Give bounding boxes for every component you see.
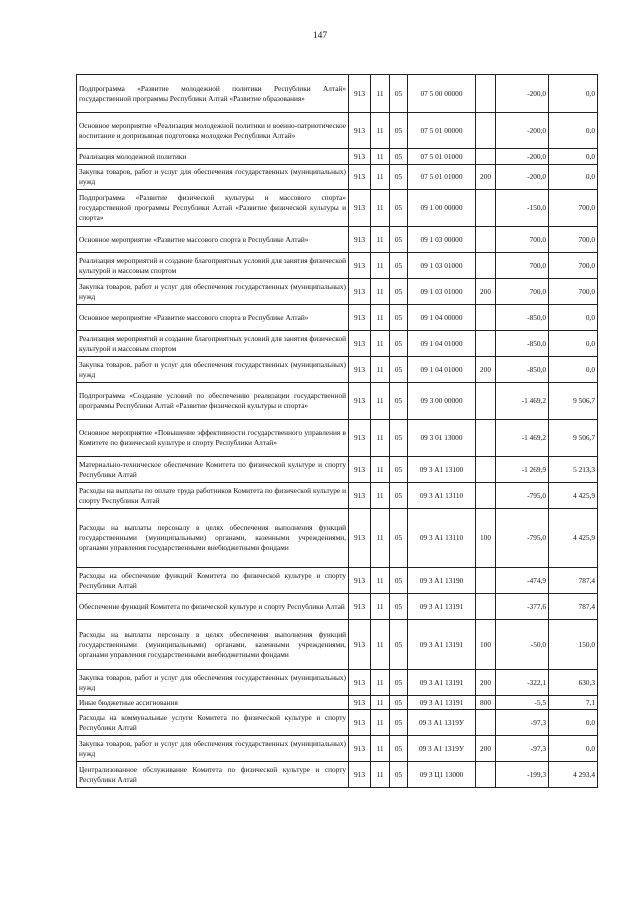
row-amount-change-cell: -150,0 [496,190,549,227]
row-gr-cell: 913 [349,331,371,357]
row-amount-change-cell: -1 469,2 [496,420,549,457]
row-amount-total-cell: 4 293,4 [549,762,598,788]
row-amount-total-cell: 0,0 [549,149,598,165]
row-amount-change-cell: -5,5 [496,696,549,710]
row-rz-cell: 11 [371,483,390,509]
row-gr-cell: 913 [349,736,371,762]
row-amount-change-cell: -200,0 [496,149,549,165]
row-amount-total-cell: 0,0 [549,75,598,113]
row-gr-cell: 913 [349,670,371,696]
row-name-cell: Закупка товаров, работ и услуг для обеспечения государственных (муниципальных) нужд [77,670,349,696]
row-name-cell: Основное мероприятие «Реализация молодежной политики и военно-патриотическое воспитание и допризывная подготовка молодежи Республики Алтай» [77,113,349,149]
row-vr-cell [476,710,496,736]
table-row [77,620,598,670]
row-gr-cell: 913 [349,696,371,710]
table-row [77,420,598,457]
row-rz-cell: 11 [371,190,390,227]
row-name-cell: Централизованное обслуживание Комитета по физической культуре и спорту Республики Алтай [77,762,349,788]
row-name-cell: Основное мероприятие «Повышение эффективности государственного управления в Комитете по физической культуре и спорту Республики Алтай» [77,420,349,457]
row-csr-cell: 09 3 А1 13110 [408,509,476,568]
row-csr-cell: 07 5 01 00000 [408,113,476,149]
row-rz-cell: 11 [371,762,390,788]
row-amount-change-cell: -97,3 [496,736,549,762]
row-csr-cell: 09 3 А1 1319У [408,710,476,736]
row-name-cell: Материально-техническое обеспечение Комитета по физической культуре и спорту Республики Алтай [77,457,349,483]
row-pr-cell: 05 [390,305,408,331]
row-pr-cell: 05 [390,253,408,279]
table-row [77,279,598,305]
table-row [77,736,598,762]
row-rz-cell: 11 [371,420,390,457]
row-pr-cell: 05 [390,483,408,509]
row-name-cell: Подпрограмма «Развитие физической культуры и массового спорта» государственной программы Республики Алтай «Развитие физической культуры и спорта» [77,190,349,227]
row-amount-total-cell: 150,0 [549,620,598,670]
row-csr-cell: 09 3 А1 13191 [408,620,476,670]
row-gr-cell: 913 [349,149,371,165]
row-vr-cell [476,253,496,279]
row-csr-cell: 07 5 01 01000 [408,149,476,165]
row-name-cell: Реализация молодежной политики [77,149,349,165]
row-vr-cell: 200 [476,279,496,305]
row-amount-total-cell: 630,3 [549,670,598,696]
row-csr-cell: 09 1 03 01000 [408,279,476,305]
row-csr-cell: 09 3 00 00000 [408,383,476,420]
row-vr-cell [476,483,496,509]
row-vr-cell: 200 [476,165,496,190]
row-csr-cell: 09 3 Ц1 13000 [408,762,476,788]
row-name-cell: Закупка товаров, работ и услуг для обеспечения государственных (муниципальных) нужд [77,279,349,305]
row-amount-total-cell: 4 425,9 [549,483,598,509]
row-name-cell: Расходы на выплаты по оплате труда работников Комитета по физической культуре и спорту Республики Алтай [77,483,349,509]
row-rz-cell: 11 [371,279,390,305]
row-amount-change-cell: -850,0 [496,357,549,383]
row-gr-cell: 913 [349,509,371,568]
row-rz-cell: 11 [371,670,390,696]
row-amount-total-cell: 0,0 [549,357,598,383]
row-name-cell: Расходы на выплаты персоналу в целях обеспечения выполнения функций государственными (муниципальными) органами, казенными учреждениями, органами управления государственными внебюджетными фондами [77,509,349,568]
table-row [77,710,598,736]
row-amount-change-cell: -1 269,9 [496,457,549,483]
row-csr-cell: 09 3 А1 13191 [408,696,476,710]
row-amount-total-cell: 0,0 [549,305,598,331]
row-vr-cell [476,594,496,620]
row-pr-cell: 05 [390,113,408,149]
row-vr-cell [476,331,496,357]
row-amount-change-cell: -1 469,2 [496,383,549,420]
row-csr-cell: 09 1 00 00000 [408,190,476,227]
row-rz-cell: 11 [371,227,390,253]
row-vr-cell [476,305,496,331]
row-amount-change-cell: -850,0 [496,305,549,331]
row-rz-cell: 11 [371,457,390,483]
row-amount-total-cell: 9 506,7 [549,420,598,457]
row-name-cell: Подпрограмма «Создание условий по обеспечению реализации государственной программы Республики Алтай «Развитие физической культуры и спорта» [77,383,349,420]
row-csr-cell: 09 1 03 01000 [408,253,476,279]
row-csr-cell: 07 5 01 01000 [408,165,476,190]
row-amount-total-cell: 4 425,9 [549,509,598,568]
row-rz-cell: 11 [371,165,390,190]
row-amount-total-cell: 700,0 [549,253,598,279]
row-csr-cell: 07 5 00 00000 [408,75,476,113]
row-name-cell: Закупка товаров, работ и услуг для обеспечения государственных (муниципальных) нужд [77,357,349,383]
row-name-cell: Реализация мероприятий и создание благоприятных условий для занятия физической культурой и массовым спортом [77,253,349,279]
row-amount-change-cell: 700,0 [496,253,549,279]
row-amount-change-cell: -322,1 [496,670,549,696]
table-row [77,149,598,165]
row-csr-cell: 09 1 04 00000 [408,305,476,331]
table-row [77,253,598,279]
row-pr-cell: 05 [390,594,408,620]
row-vr-cell [476,113,496,149]
table-row [77,190,598,227]
page-number: 147 [312,31,328,41]
row-gr-cell: 913 [349,420,371,457]
row-vr-cell: 100 [476,509,496,568]
row-gr-cell: 913 [349,457,371,483]
row-pr-cell: 05 [390,331,408,357]
row-vr-cell: 200 [476,736,496,762]
row-name-cell: Подпрограмма «Развитие молодежной политики Республики Алтай» государственной программы Республики Алтай «Развитие образования» [77,75,349,113]
row-amount-change-cell: -377,6 [496,594,549,620]
row-csr-cell: 09 3 А1 13110 [408,483,476,509]
table-row [77,357,598,383]
table-row [77,762,598,788]
row-name-cell: Реализация мероприятий и создание благоприятных условий для занятия физической культурой и массовым спортом [77,331,349,357]
row-name-cell: Основное мероприятие «Развитие массового спорта в Республике Алтай» [77,305,349,331]
row-pr-cell: 05 [390,710,408,736]
row-name-cell: Закупка товаров, работ и услуг для обеспечения государственных (муниципальных) нужд [77,736,349,762]
row-gr-cell: 913 [349,113,371,149]
row-rz-cell: 11 [371,357,390,383]
row-pr-cell: 05 [390,357,408,383]
row-amount-total-cell: 700,0 [549,227,598,253]
row-name-cell: Закупка товаров, работ и услуг для обеспечения государственных (муниципальных) нужд [77,165,349,190]
row-pr-cell: 05 [390,762,408,788]
row-pr-cell: 05 [390,165,408,190]
row-pr-cell: 05 [390,149,408,165]
budget-table [76,74,598,788]
table-row [77,165,598,190]
row-vr-cell: 200 [476,670,496,696]
row-csr-cell: 09 3 01 13000 [408,420,476,457]
table-row [77,113,598,149]
row-gr-cell: 913 [349,357,371,383]
row-amount-change-cell: -97,3 [496,710,549,736]
row-gr-cell: 913 [349,253,371,279]
row-amount-change-cell: -474,9 [496,568,549,594]
row-amount-change-cell: -200,0 [496,75,549,113]
row-pr-cell: 05 [390,383,408,420]
row-vr-cell [476,420,496,457]
table-row [77,670,598,696]
row-name-cell: Расходы на обеспечение функций Комитета по физической культуре и спорту Республики Алтай [77,568,349,594]
row-gr-cell: 913 [349,762,371,788]
row-rz-cell: 11 [371,149,390,165]
table-row [77,383,598,420]
row-vr-cell [476,227,496,253]
row-amount-change-cell: -850,0 [496,331,549,357]
row-name-cell: Иные бюджетные ассигнования [77,696,349,710]
row-pr-cell: 05 [390,696,408,710]
table-row [77,331,598,357]
row-pr-cell: 05 [390,736,408,762]
row-csr-cell: 09 1 04 01000 [408,357,476,383]
table-row [77,75,598,113]
row-rz-cell: 11 [371,620,390,670]
table-row [77,509,598,568]
row-vr-cell [476,383,496,420]
row-name-cell: Обеспечение функций Комитета по физической культуре и спорту Республики Алтай [77,594,349,620]
row-pr-cell: 05 [390,457,408,483]
row-rz-cell: 11 [371,331,390,357]
row-rz-cell: 11 [371,305,390,331]
row-pr-cell: 05 [390,420,408,457]
row-amount-change-cell: -200,0 [496,113,549,149]
row-amount-total-cell: 0,0 [549,165,598,190]
row-vr-cell [476,457,496,483]
row-gr-cell: 913 [349,620,371,670]
row-amount-change-cell: -50,0 [496,620,549,670]
row-amount-change-cell: -199,3 [496,762,549,788]
row-rz-cell: 11 [371,383,390,420]
row-csr-cell: 09 1 03 00000 [408,227,476,253]
row-amount-total-cell: 7,1 [549,696,598,710]
row-csr-cell: 09 3 А1 13191 [408,670,476,696]
row-rz-cell: 11 [371,710,390,736]
row-gr-cell: 913 [349,383,371,420]
row-vr-cell [476,75,496,113]
row-amount-total-cell: 9 506,7 [549,383,598,420]
row-vr-cell: 100 [476,620,496,670]
row-amount-total-cell: 787,4 [549,568,598,594]
table-row [77,568,598,594]
row-gr-cell: 913 [349,165,371,190]
row-rz-cell: 11 [371,594,390,620]
row-amount-change-cell: -795,0 [496,483,549,509]
row-csr-cell: 09 3 А1 13100 [408,457,476,483]
row-csr-cell: 09 3 А1 13191 [408,594,476,620]
row-gr-cell: 913 [349,483,371,509]
row-amount-total-cell: 700,0 [549,279,598,305]
row-rz-cell: 11 [371,113,390,149]
row-amount-change-cell: -795,0 [496,509,549,568]
row-vr-cell [476,149,496,165]
row-pr-cell: 05 [390,227,408,253]
row-gr-cell: 913 [349,568,371,594]
row-vr-cell: 800 [476,696,496,710]
row-gr-cell: 913 [349,75,371,113]
row-name-cell: Расходы на выплаты персоналу в целях обеспечения выполнения функций государственными (муниципальными) органами, казенными учреждениями, органами управления государственными внебюджетными фондами [77,620,349,670]
row-gr-cell: 913 [349,710,371,736]
row-rz-cell: 11 [371,696,390,710]
row-amount-total-cell: 0,0 [549,710,598,736]
row-pr-cell: 05 [390,670,408,696]
row-vr-cell [476,190,496,227]
row-name-cell: Расходы на коммунальные услуги Комитета по физической культуре и спорту Республики Алтай [77,710,349,736]
row-pr-cell: 05 [390,620,408,670]
row-gr-cell: 913 [349,305,371,331]
row-rz-cell: 11 [371,509,390,568]
row-amount-change-cell: 700,0 [496,279,549,305]
row-amount-total-cell: 700,0 [549,190,598,227]
row-gr-cell: 913 [349,227,371,253]
table-row [77,457,598,483]
row-csr-cell: 09 1 04 01000 [408,331,476,357]
row-gr-cell: 913 [349,594,371,620]
row-pr-cell: 05 [390,568,408,594]
table-row [77,696,598,710]
row-rz-cell: 11 [371,736,390,762]
row-csr-cell: 09 3 А1 13190 [408,568,476,594]
row-amount-total-cell: 787,4 [549,594,598,620]
row-rz-cell: 11 [371,253,390,279]
row-pr-cell: 05 [390,75,408,113]
row-vr-cell [476,762,496,788]
row-amount-total-cell: 0,0 [549,736,598,762]
row-vr-cell: 200 [476,357,496,383]
row-amount-total-cell: 0,0 [549,113,598,149]
row-rz-cell: 11 [371,568,390,594]
row-gr-cell: 913 [349,279,371,305]
row-pr-cell: 05 [390,190,408,227]
table-row [77,227,598,253]
row-csr-cell: 09 3 А1 1319У [408,736,476,762]
row-rz-cell: 11 [371,75,390,113]
table-body [77,75,598,788]
table-row [77,594,598,620]
row-amount-total-cell: 0,0 [549,331,598,357]
row-amount-change-cell: 700,0 [496,227,549,253]
row-pr-cell: 05 [390,509,408,568]
row-pr-cell: 05 [390,279,408,305]
row-amount-total-cell: 5 213,3 [549,457,598,483]
table-row [77,305,598,331]
table-row [77,483,598,509]
row-gr-cell: 913 [349,190,371,227]
row-name-cell: Основное мероприятие «Развитие массового спорта в Республике Алтай» [77,227,349,253]
row-vr-cell [476,568,496,594]
row-amount-change-cell: -200,0 [496,165,549,190]
